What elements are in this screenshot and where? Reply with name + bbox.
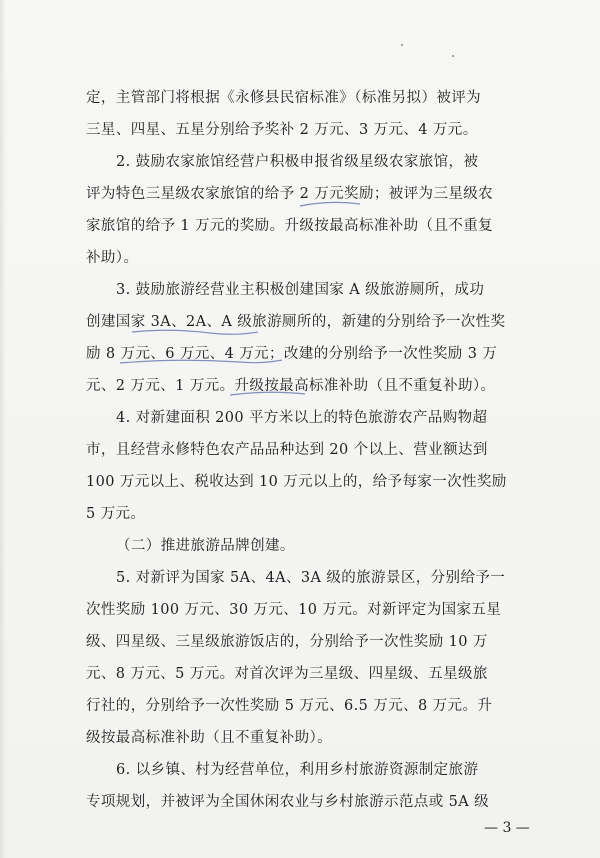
text-line-6: 补助）。 <box>86 250 139 266</box>
page-number: — 3 — <box>484 820 530 836</box>
text-line-11: 4. 对新建面积 200 平方米以上的特色旅游农产品购物超 <box>116 410 488 426</box>
text-line-17: 次性奖励 100 万元、30 万元、10 万元。对新评定为国家五星 <box>86 602 502 618</box>
text-line-10: 元、2 万元、1 万元。升级按最高标准补助（且不重复补助）。 <box>86 378 496 394</box>
text-line-14: 5 万元。 <box>86 506 146 522</box>
text-line-13: 100 万元以上、税收达到 10 万元以上的，给予每家一次性奖励 <box>86 474 507 490</box>
text-line-4: 评为特色三星级农家旅馆的给予 2 万元奖励；被评为三星级农 <box>86 186 494 202</box>
text-line-7: 3. 鼓励旅游经营业主积极创建国家 A 级旅游厕所，成功 <box>116 282 485 298</box>
text-line-5: 家旅馆的给予 1 万元的奖励。升级按最高标准补助（且不重复 <box>86 218 494 234</box>
text-line-8: 创建国家 3A、2A、A 级旅游厕所的，新建的分别给予一次性奖 <box>86 314 506 330</box>
text-line-3: 2. 鼓励农家旅馆经营户积极申报省级星级农家旅馆，被 <box>116 154 479 170</box>
text-line-22: 6. 以乡镇、村为经营单位，利用乡村旅游资源制定旅游 <box>116 762 479 778</box>
text-line-1: 定，主管部门将根据《永修县民宿标准》（标准另拟）被评为 <box>86 90 482 106</box>
text-line-20: 行社的，分别给予一次性奖励 5 万元、6.5 万元、8 万元。升 <box>86 698 493 714</box>
text-line-12: 市，且经营永修特色农产品品种达到 20 个以上、营业额达到 <box>86 442 488 458</box>
text-line-9: 励 8 万元、6 万元、4 万元；改建的分别给予一次性奖励 3 万 <box>86 346 498 362</box>
text-line-19: 元、8 万元、5 万元。对首次评为三星级、四星级、五星级旅 <box>86 666 488 682</box>
text-line-16: 5. 对新评为国家 5A、4A、3A 级的旅游景区，分别给予一 <box>116 570 506 586</box>
text-line-2: 三星、四星、五星分别给予奖补 2 万元、3 万元、4 万元。 <box>86 122 478 138</box>
section-heading: （二）推进旅游品牌创建。 <box>116 538 295 554</box>
text-line-21: 级按最高标准补助（且不重复补助）。 <box>86 730 333 746</box>
scan-speck <box>452 55 454 57</box>
text-line-18: 级、四星级、三星级旅游饭店的，分别给予一次性奖励 10 万 <box>86 634 488 650</box>
text-line-23: 专项规划，并被评为全国休闲农业与乡村旅游示范点或 5A 级 <box>86 794 490 810</box>
scan-speck <box>401 44 403 46</box>
